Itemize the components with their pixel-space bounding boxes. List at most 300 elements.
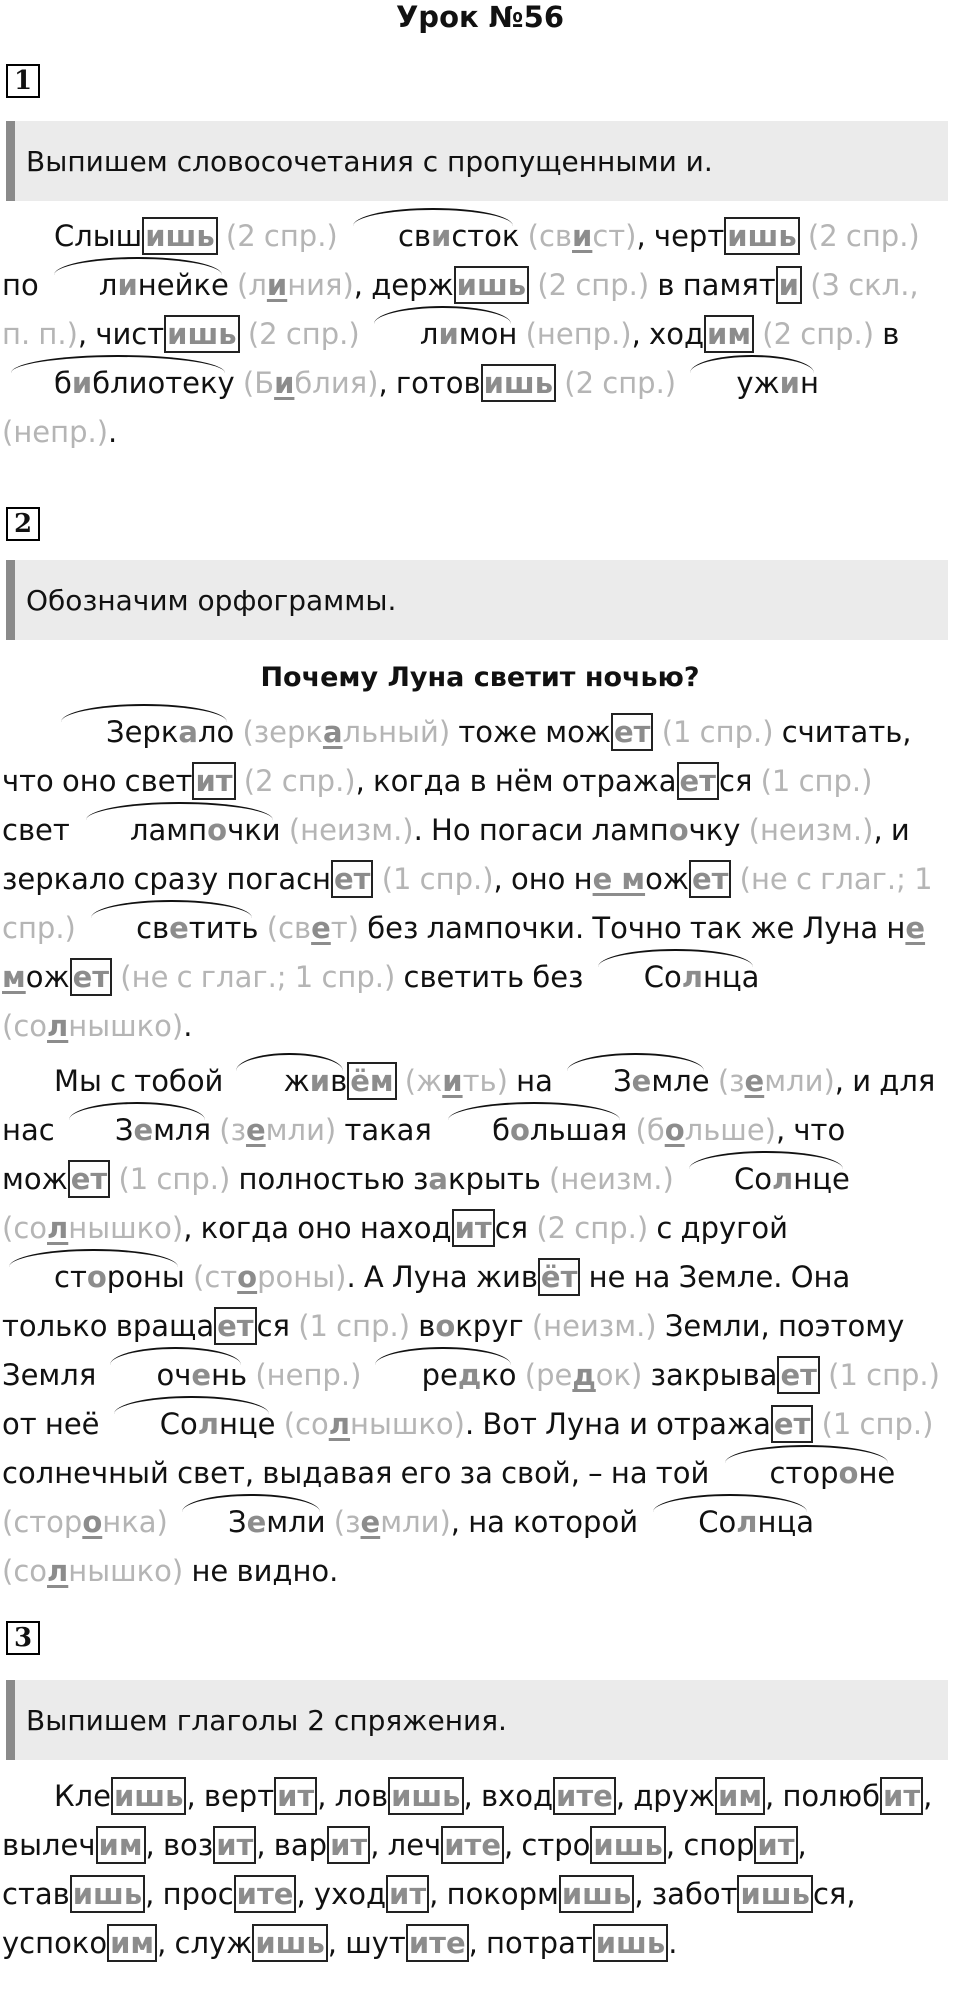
text-run bbox=[168, 1505, 176, 1539]
text-run bbox=[76, 911, 84, 945]
text-run bbox=[397, 1064, 405, 1098]
root-arc bbox=[682, 1155, 850, 1204]
spelling-letter: е bbox=[169, 911, 189, 945]
text-run: ст bbox=[54, 1260, 87, 1294]
text-run: ся, успоко bbox=[2, 1877, 856, 1960]
checking-letter: л bbox=[47, 1554, 69, 1588]
check-note: нка) bbox=[102, 1505, 168, 1539]
text-run: мле bbox=[651, 1064, 710, 1098]
text-run bbox=[820, 1358, 828, 1392]
text-run: , чист bbox=[77, 317, 165, 351]
root-arc bbox=[108, 1400, 276, 1449]
text-run: с другой bbox=[648, 1211, 788, 1245]
root-arc bbox=[718, 1449, 896, 1498]
text-run: крыть bbox=[448, 1162, 550, 1196]
ending-box: ите bbox=[234, 1875, 297, 1913]
text-run: нце bbox=[218, 1407, 276, 1441]
ending-box: ишь bbox=[481, 364, 556, 402]
text-run: , друж bbox=[615, 1779, 715, 1813]
text-run: тоже мож bbox=[450, 715, 611, 749]
ending-box: ет bbox=[689, 860, 731, 898]
text-run: уж bbox=[736, 366, 780, 400]
text-run bbox=[185, 1260, 193, 1294]
text-run: не bbox=[858, 1456, 896, 1490]
text-run: . Вот Луна и отража bbox=[464, 1407, 771, 1441]
text-run: сток bbox=[451, 219, 520, 253]
check-note: (1 спр.) bbox=[760, 764, 873, 798]
text-run: оч bbox=[156, 1358, 192, 1392]
ending-box: им bbox=[704, 315, 754, 353]
check-note: (3 скл., п. п.) bbox=[2, 268, 919, 351]
text-run: в памят bbox=[649, 268, 776, 302]
spelling-letter: и bbox=[71, 366, 93, 400]
check-note: (1 спр.) bbox=[118, 1162, 231, 1196]
ending-box: ишь bbox=[559, 1875, 634, 1913]
text-run: , спор bbox=[665, 1828, 755, 1862]
spelling-letter: е bbox=[631, 1064, 652, 1098]
text-run: не видно. bbox=[183, 1554, 339, 1588]
checking-letter: и bbox=[266, 268, 288, 302]
text-run: полностью з bbox=[230, 1162, 429, 1196]
ending-box: ит bbox=[274, 1777, 317, 1815]
ending-box: ишь bbox=[252, 1924, 327, 1962]
check-note: (1 спр.) bbox=[298, 1309, 411, 1343]
text-run: нь bbox=[211, 1358, 248, 1392]
check-note: (со bbox=[2, 1554, 48, 1588]
text-run bbox=[235, 366, 243, 400]
text-run: стор bbox=[769, 1456, 839, 1490]
text-run: солнечный свет, выдавая его за свой, – на той bbox=[2, 1456, 718, 1490]
ending-box: ит bbox=[327, 1826, 370, 1864]
task-instruction bbox=[6, 560, 948, 640]
text-run bbox=[360, 317, 368, 351]
check-note: (ре bbox=[524, 1358, 573, 1392]
text-run: ло bbox=[197, 715, 235, 749]
text-run bbox=[674, 1162, 682, 1196]
answer-paragraph bbox=[2, 1057, 942, 1596]
text-run: б bbox=[54, 366, 72, 400]
spelling-letter: и bbox=[117, 268, 138, 302]
checking-letter: л bbox=[47, 1211, 69, 1245]
check-note: (1 спр.) bbox=[828, 1358, 940, 1392]
spelling-letter: о bbox=[509, 1113, 530, 1147]
spelling-letter: о bbox=[86, 1260, 107, 1294]
ending-box: ите bbox=[441, 1826, 504, 1864]
check-note: нышко) bbox=[350, 1407, 465, 1441]
text-run bbox=[517, 1358, 525, 1392]
text-run: , забот bbox=[634, 1877, 738, 1911]
spelling-letter: и bbox=[438, 317, 459, 351]
check-note: (б bbox=[635, 1113, 665, 1147]
check-note: (зерк bbox=[242, 715, 323, 749]
text-run: такая bbox=[336, 1113, 441, 1147]
check-note: (ж bbox=[404, 1064, 443, 1098]
text-run bbox=[361, 1358, 369, 1392]
text-run bbox=[710, 1064, 718, 1098]
text-run: закрыва bbox=[642, 1358, 778, 1392]
text-run bbox=[240, 317, 248, 351]
spelling-letter: л bbox=[681, 960, 703, 994]
text-run: Земли, поэтому Земля bbox=[2, 1309, 905, 1392]
text-run: нца bbox=[757, 1505, 814, 1539]
text-run: считать, что оно свет bbox=[2, 715, 912, 798]
exercise-1-answer bbox=[2, 212, 942, 457]
root-arc bbox=[370, 1351, 517, 1400]
spelling-letter: е bbox=[191, 1358, 212, 1392]
text-run: св bbox=[397, 219, 431, 253]
check-note: ния) bbox=[287, 268, 354, 302]
ending-box: и bbox=[776, 266, 802, 304]
text-run: Зерк bbox=[106, 715, 179, 749]
text-run: , воз bbox=[145, 1828, 214, 1862]
ending-box: ишь bbox=[388, 1777, 463, 1815]
check-note: роны) bbox=[257, 1260, 347, 1294]
text-run: льшая bbox=[529, 1113, 628, 1147]
ending-box: ет bbox=[677, 762, 719, 800]
text-run: мля bbox=[153, 1113, 212, 1147]
text-run: ся bbox=[494, 1211, 537, 1245]
exercise-number: 1 bbox=[6, 64, 40, 98]
ending-box: ит bbox=[386, 1875, 429, 1913]
text-run: нце bbox=[793, 1162, 850, 1196]
text-run: по bbox=[2, 268, 47, 302]
ending-box: ет bbox=[331, 860, 373, 898]
text-run: , когда в нём отража bbox=[355, 764, 677, 798]
root-arc bbox=[646, 1498, 814, 1547]
exercise-number: 2 bbox=[6, 507, 40, 541]
check-note: (св bbox=[266, 911, 312, 945]
task-instruction bbox=[6, 121, 948, 201]
text-run: ож bbox=[25, 960, 70, 994]
text-run: . bbox=[108, 415, 118, 449]
checking-letter: а bbox=[322, 715, 343, 749]
text-run: . bbox=[668, 1926, 678, 1960]
text-run: ре bbox=[421, 1358, 458, 1392]
text-run: , и зеркало сразу погасн bbox=[2, 813, 910, 896]
text-run: , полюб bbox=[765, 1779, 881, 1813]
root-arc bbox=[561, 1057, 710, 1106]
text-title: Почему Луна светит ночью? bbox=[260, 662, 700, 693]
check-note: (стор bbox=[2, 1505, 83, 1539]
text-run: в bbox=[330, 1064, 348, 1098]
text-run: Кле bbox=[54, 1779, 111, 1813]
text-run: , и для нас bbox=[2, 1064, 936, 1147]
check-note: (2 спр.) bbox=[762, 317, 875, 351]
ending-box: ит bbox=[213, 1826, 256, 1864]
check-note: (2 спр.) bbox=[247, 317, 360, 351]
ending-box: им bbox=[715, 1777, 765, 1815]
text-run: не на Земле. Она только враща bbox=[2, 1260, 851, 1343]
text-run: чку bbox=[688, 813, 749, 847]
answer-paragraph bbox=[2, 708, 942, 1051]
ending-box: ет bbox=[771, 1405, 813, 1443]
exercise-3-answer bbox=[2, 1772, 942, 1968]
text-run bbox=[229, 268, 237, 302]
check-note: т) bbox=[330, 911, 359, 945]
text-run: нейке bbox=[137, 268, 229, 302]
text-run: , что мож bbox=[2, 1113, 846, 1196]
ending-box: им bbox=[107, 1924, 157, 1962]
check-note: (неизм.) bbox=[288, 813, 414, 847]
text-run bbox=[813, 1407, 821, 1441]
root-arc bbox=[592, 953, 760, 1002]
spelling-letter: о bbox=[838, 1456, 859, 1490]
text-run bbox=[519, 219, 527, 253]
text-run: , прос bbox=[145, 1877, 234, 1911]
check-note: (з bbox=[717, 1064, 745, 1098]
root-arc bbox=[78, 806, 281, 855]
ending-box: ет bbox=[214, 1307, 256, 1345]
checking-letter: и bbox=[572, 219, 593, 253]
root-arc bbox=[47, 261, 229, 310]
check-note: нышко) bbox=[68, 1554, 184, 1588]
spelling-letter: а bbox=[428, 1162, 448, 1196]
ending-box: ит bbox=[192, 762, 235, 800]
root-arc bbox=[105, 1351, 248, 1400]
spelling-letter: и bbox=[431, 219, 452, 253]
text-run: . bbox=[183, 1009, 193, 1043]
spelling-letter: о bbox=[435, 1309, 456, 1343]
ending-box: ет bbox=[68, 1160, 110, 1198]
text-run: н bbox=[799, 366, 819, 400]
spelling-letter: а bbox=[178, 715, 198, 749]
text-run bbox=[276, 1407, 284, 1441]
check-note: (2 спр.) bbox=[536, 1211, 649, 1245]
text-run bbox=[800, 219, 808, 253]
task-text: Выпишем словосочетания с пропущенными и. bbox=[26, 144, 713, 178]
check-note: (со bbox=[2, 1009, 48, 1043]
text-run bbox=[517, 317, 525, 351]
check-note: льше) bbox=[684, 1113, 776, 1147]
checking-letter: и bbox=[274, 366, 295, 400]
spelling-letter: о bbox=[207, 813, 228, 847]
text-run bbox=[236, 764, 244, 798]
checking-letter: е bbox=[360, 1505, 381, 1539]
text-run bbox=[326, 1505, 334, 1539]
text-run: , верт bbox=[186, 1779, 275, 1813]
text-run: тить bbox=[188, 911, 259, 945]
spelling-letter: д bbox=[457, 1358, 482, 1392]
check-note: (л bbox=[237, 268, 267, 302]
ending-box: ишь bbox=[70, 1875, 145, 1913]
check-note: (св bbox=[527, 219, 573, 253]
ending-box: ит bbox=[452, 1209, 495, 1247]
check-note: нышко) bbox=[68, 1211, 184, 1245]
text-run: , вар bbox=[256, 1828, 328, 1862]
text-run: , потрат bbox=[468, 1926, 593, 1960]
text-run: . А Луна жив bbox=[346, 1260, 538, 1294]
text-run bbox=[373, 862, 381, 896]
spelling-letter: и bbox=[309, 1064, 331, 1098]
check-note: (Б bbox=[242, 366, 275, 400]
ending-box: ишь bbox=[593, 1924, 668, 1962]
answer-paragraph bbox=[2, 212, 942, 457]
ending-box: ишь bbox=[590, 1826, 665, 1864]
ending-box: ит bbox=[880, 1777, 923, 1815]
check-note: нышко) bbox=[68, 1009, 184, 1043]
check-note: (непр.) bbox=[2, 415, 109, 449]
check-note: мли) bbox=[380, 1505, 451, 1539]
ending-box: ишь bbox=[164, 315, 239, 353]
text-run: , ход bbox=[631, 317, 705, 351]
ending-box: ишь bbox=[111, 1777, 186, 1815]
text-run bbox=[676, 366, 684, 400]
ending-box: ишь bbox=[454, 266, 529, 304]
text-run: мли bbox=[266, 1505, 326, 1539]
text-run: ж bbox=[283, 1064, 310, 1098]
text-run: , став bbox=[2, 1828, 807, 1911]
ending-box: им bbox=[96, 1826, 146, 1864]
check-note: (со bbox=[2, 1211, 48, 1245]
check-note: (2 спр.) bbox=[243, 764, 356, 798]
text-run: Со bbox=[643, 960, 682, 994]
check-note: (1 спр.) bbox=[661, 715, 774, 749]
check-note: (з bbox=[219, 1113, 246, 1147]
text-run: ож bbox=[645, 862, 689, 896]
text-run: , когда оно наход bbox=[183, 1211, 452, 1245]
text-run: л bbox=[419, 317, 439, 351]
check-note: ок) bbox=[595, 1358, 643, 1392]
checking-letter: е bbox=[245, 1113, 266, 1147]
text-run: без лампочки. Точно так же Луна н bbox=[359, 911, 906, 945]
root-arc bbox=[346, 212, 519, 261]
text-run: ся bbox=[256, 1309, 299, 1343]
text-run: . Но погаси ламп bbox=[413, 813, 669, 847]
check-note: ть) bbox=[462, 1064, 508, 1098]
check-note: (2 спр.) bbox=[537, 268, 650, 302]
check-note: (2 спр.) bbox=[807, 219, 920, 253]
text-run: Со bbox=[698, 1505, 737, 1539]
check-note: (неизм.) bbox=[748, 813, 874, 847]
text-run: , шут bbox=[327, 1926, 406, 1960]
text-run: в bbox=[410, 1309, 436, 1343]
text-run: ламп bbox=[130, 813, 208, 847]
text-run: Со bbox=[159, 1407, 198, 1441]
check-note: (1 спр.) bbox=[381, 862, 494, 896]
check-note: ст) bbox=[592, 219, 637, 253]
text-run: круг bbox=[455, 1309, 532, 1343]
root-arc bbox=[440, 1106, 627, 1155]
text-run: , лов bbox=[317, 1779, 389, 1813]
text-run: , черт bbox=[636, 219, 725, 253]
ending-box: ишь bbox=[724, 217, 799, 255]
text-run: , леч bbox=[370, 1828, 442, 1862]
text-run: , стро bbox=[503, 1828, 591, 1862]
root-arc bbox=[368, 310, 517, 359]
text-run: З bbox=[228, 1505, 247, 1539]
text-run: мон bbox=[458, 317, 518, 351]
text-run: светить без bbox=[395, 960, 592, 994]
text-run: З bbox=[613, 1064, 632, 1098]
text-run: нца bbox=[702, 960, 760, 994]
text-run: , вход bbox=[463, 1779, 554, 1813]
text-run bbox=[731, 862, 739, 896]
text-run: , готов bbox=[378, 366, 481, 400]
text-run: , вылеч bbox=[2, 1779, 933, 1862]
check-note: (со bbox=[283, 1407, 329, 1441]
checking-letter: е м bbox=[2, 911, 926, 994]
check-note: льный) bbox=[342, 715, 451, 749]
text-run: чки bbox=[227, 813, 281, 847]
exercise-number: 3 bbox=[6, 1621, 40, 1655]
text-run: Слыш bbox=[54, 219, 143, 253]
root-arc bbox=[84, 904, 258, 953]
check-note: (не с глаг.; 1 спр.) bbox=[2, 862, 933, 945]
ending-box: ёт bbox=[538, 1258, 580, 1296]
checking-letter: е м bbox=[592, 862, 646, 896]
checking-letter: л bbox=[328, 1407, 350, 1441]
checking-letter: о bbox=[237, 1260, 258, 1294]
text-run: от неё bbox=[2, 1407, 108, 1441]
text-run: , служ bbox=[157, 1926, 253, 1960]
check-note: мли) bbox=[265, 1113, 337, 1147]
spelling-letter: л bbox=[197, 1407, 219, 1441]
check-note: мли) bbox=[764, 1064, 835, 1098]
root-arc bbox=[63, 1106, 211, 1155]
task-text: Выпишем глаголы 2 спряжения. bbox=[26, 1703, 507, 1737]
spelling-letter: л bbox=[736, 1505, 758, 1539]
check-note: (1 спр.) bbox=[821, 1407, 934, 1441]
check-note: (не с глаг.; 1 спр.) bbox=[120, 960, 396, 994]
text-run: , оно н bbox=[493, 862, 593, 896]
checking-letter: и bbox=[442, 1064, 463, 1098]
checking-letter: д bbox=[572, 1358, 596, 1392]
text-run: Со bbox=[734, 1162, 773, 1196]
text-run bbox=[802, 268, 810, 302]
text-run: ко bbox=[481, 1358, 517, 1392]
root-arc bbox=[54, 708, 234, 757]
check-note: (ст bbox=[193, 1260, 238, 1294]
checking-letter: о bbox=[82, 1505, 103, 1539]
ending-box: ём bbox=[347, 1062, 396, 1100]
text-run: роны bbox=[106, 1260, 185, 1294]
text-run: , уход bbox=[296, 1877, 387, 1911]
checking-letter: о bbox=[664, 1113, 685, 1147]
text-run bbox=[281, 813, 289, 847]
check-note: (неизм.) bbox=[531, 1309, 657, 1343]
checking-letter: е bbox=[311, 911, 331, 945]
ending-box: ите bbox=[406, 1924, 469, 1962]
text-run: З bbox=[114, 1113, 134, 1147]
text-run bbox=[653, 715, 661, 749]
ending-box: ет bbox=[777, 1356, 819, 1394]
root-arc bbox=[2, 1253, 185, 1302]
task-text: Обозначим орфограммы. bbox=[26, 583, 397, 617]
checking-letter: е bbox=[744, 1064, 765, 1098]
check-note: (неизм.) bbox=[549, 1162, 674, 1196]
spelling-letter: и bbox=[779, 366, 800, 400]
check-note: (непр.) bbox=[255, 1358, 362, 1392]
task-instruction bbox=[6, 1680, 948, 1760]
answer-paragraph bbox=[2, 1772, 942, 1968]
text-run bbox=[259, 911, 267, 945]
check-note: (2 спр.) bbox=[564, 366, 677, 400]
spelling-letter: о bbox=[668, 813, 689, 847]
ending-box: ите bbox=[553, 1777, 616, 1815]
text-run: Мы с тобой bbox=[54, 1064, 232, 1098]
text-run: , покорм bbox=[429, 1877, 559, 1911]
text-run: свет bbox=[2, 813, 78, 847]
ending-box: ет bbox=[611, 713, 653, 751]
text-run: , держ bbox=[353, 268, 454, 302]
text-run: на bbox=[507, 1064, 562, 1098]
root-arc bbox=[176, 1498, 326, 1547]
root-arc bbox=[2, 359, 235, 408]
ending-box: ет bbox=[70, 958, 112, 996]
text-run: блиотеку bbox=[92, 366, 235, 400]
text-run: л bbox=[98, 268, 118, 302]
exercise-2-answer bbox=[2, 708, 942, 1596]
